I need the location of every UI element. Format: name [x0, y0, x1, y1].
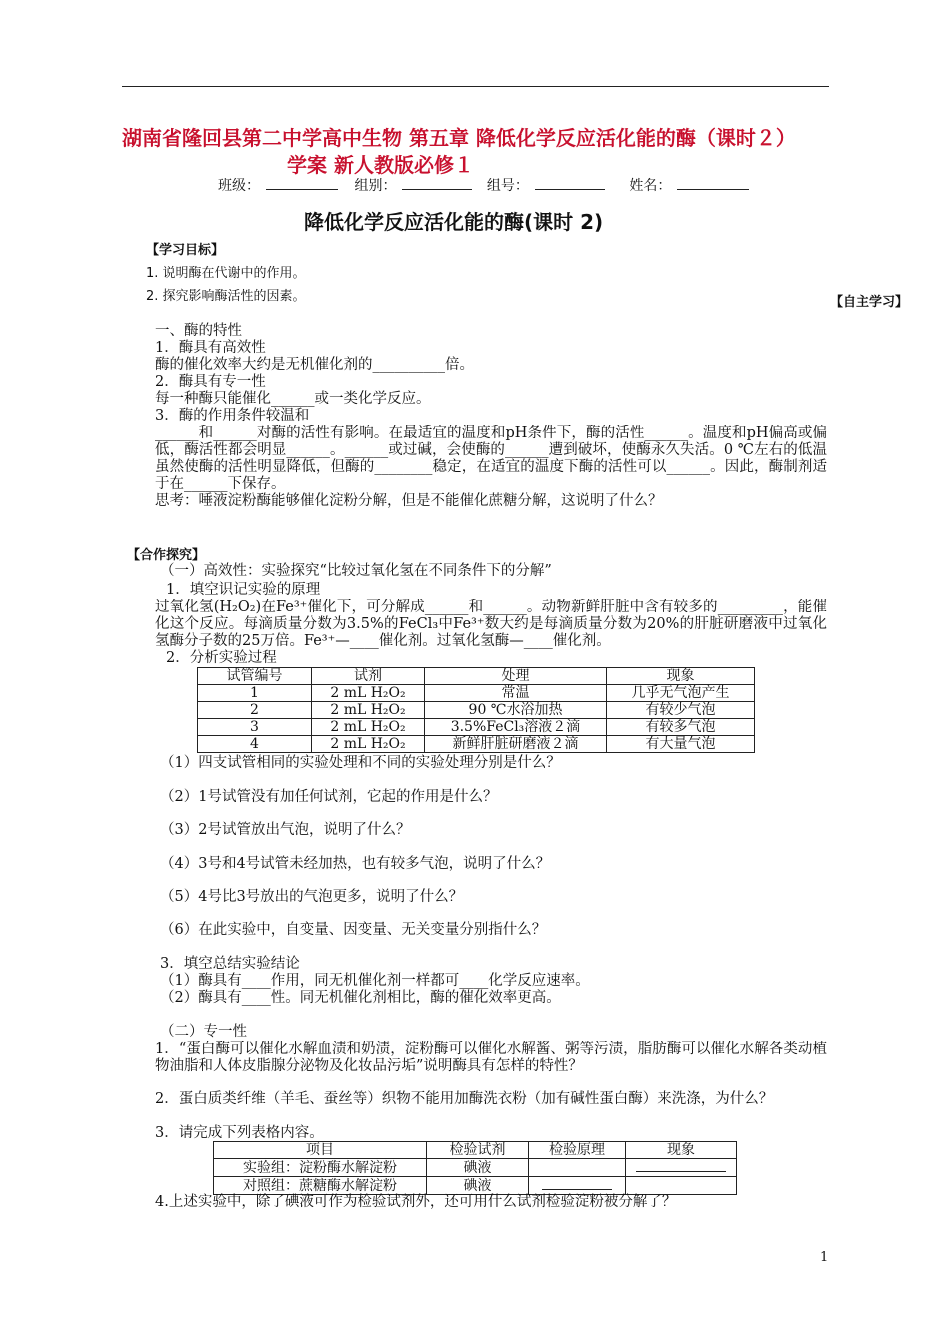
question-item: （1）四支试管相同的实验处理和不同的实验处理分别是什么？ — [160, 755, 561, 771]
group-label: 组别： — [354, 178, 397, 194]
table-cell: 碘液 — [427, 1177, 529, 1195]
top-rule — [122, 86, 829, 87]
table-header: 试剂 — [312, 668, 425, 685]
name-label: 姓名： — [629, 178, 672, 194]
table-header-row — [198, 668, 755, 685]
goal-item: 1. 说明酶在代谢中的作用。 — [146, 266, 306, 281]
table-header: 处理 — [425, 668, 607, 685]
table-header: 检验原理 — [529, 1142, 626, 1159]
group-blank — [402, 177, 472, 190]
doc-header-title-line1: 湖南省隆回县第二中学高中生物 第五章 降低化学反应活化能的酶（课时２） — [122, 126, 796, 150]
table-cell: 新鲜肝脏研磨液２滴 — [425, 736, 607, 753]
text-line: 1．酶具有高效性 — [155, 340, 266, 356]
number-blank — [535, 177, 605, 190]
class-label: 班级： — [218, 178, 260, 194]
table-cell: 碘液 — [427, 1159, 529, 1177]
coop-heading: 【合作探究】 — [127, 548, 206, 563]
table-cell: 4 — [198, 736, 312, 753]
answer-blank — [542, 1177, 612, 1190]
table-cell — [529, 1177, 626, 1195]
table-cell: 1 — [198, 685, 312, 702]
question-item: （5）4号比3号放出的气泡更多，说明了什么？ — [160, 889, 464, 905]
table-cell: 3 — [198, 719, 312, 736]
table-cell: 2 — [198, 702, 312, 719]
section-heading: 一、酶的特性 — [155, 323, 242, 339]
text-line: 酶的催化效率大约是无机催化剂的__________倍。 — [155, 357, 474, 373]
sub-heading: 3．填空总结实验结论 — [160, 956, 300, 972]
answer-blank — [636, 1159, 726, 1172]
number-label: 组号： — [486, 178, 529, 194]
table-cell: 3.5%FeCl₃溶液２滴 — [425, 719, 607, 736]
question-item: （3）2号试管放出气泡，说明了什么？ — [160, 822, 411, 838]
table-header: 项目 — [214, 1142, 427, 1159]
table-row — [198, 736, 755, 753]
table-row — [198, 685, 755, 702]
specificity-question-4: 4.上述实验中，除了碘液可作为检验试剂外，还可用什么试剂检验淀粉被分解了？ — [155, 1194, 677, 1210]
table-cell: 有较多气泡 — [607, 719, 755, 736]
table-row — [198, 719, 755, 736]
goals-heading: 【学习目标】 — [146, 243, 225, 258]
table-cell: 90 ℃水浴加热 — [425, 702, 607, 719]
specificity-question-2: 2．蛋白质类纤维（羊毛、蚕丝等）织物不能用加酶洗衣粉（加有碱性蛋白酶）来洗涤，为什么？ — [155, 1091, 774, 1107]
table-header: 现象 — [607, 668, 755, 685]
table-cell: 2 mL H₂O₂ — [312, 685, 425, 702]
enzyme-condition-paragraph: ______和______对酶的活性有影响。在最适宜的温度和pH条件下，酶的活性______。温度和pH偏高或偏低，酶活性都会明显______。______或过碱，会使酶的______遭到破坏，使酶永久失活。0 ℃左右的低温虽然使酶的活性明显降低，但酶的________稳定，在适宜的温度下酶的活性可以______。因此，酶制剂适于在______下保存。 — [155, 425, 827, 492]
text-line: 2．酶具有专一性 — [155, 374, 266, 390]
table-cell: 2 mL H₂O₂ — [312, 719, 425, 736]
page-number: 1 — [820, 1250, 829, 1265]
name-blank — [677, 177, 749, 190]
sub-heading: 2．分析实验过程 — [166, 650, 277, 666]
table-header: 现象 — [626, 1142, 737, 1159]
table-cell: 对照组：蔗糖酶水解淀粉 — [214, 1177, 427, 1195]
table-cell: 实验组：淀粉酶水解淀粉 — [214, 1159, 427, 1177]
table-header: 检验试剂 — [427, 1142, 529, 1159]
question-item: （2）1号试管没有加任何试剂，它起的作用是什么？ — [160, 789, 498, 805]
question-item: （6）在此实验中，自变量、因变量、无关变量分别指什么？ — [160, 922, 547, 938]
table-cell: 常温 — [425, 685, 607, 702]
student-info-row — [218, 175, 755, 195]
experiment-table — [197, 667, 755, 753]
specificity-table — [213, 1141, 737, 1195]
table-cell: 几乎无气泡产生 — [607, 685, 755, 702]
sec2-title: （二）专一性 — [160, 1024, 247, 1040]
text-line: 3．酶的作用条件较温和 — [155, 408, 310, 424]
table-row — [214, 1177, 737, 1195]
table-cell — [529, 1159, 626, 1177]
table-cell: 有大量气泡 — [607, 736, 755, 753]
table-cell — [626, 1177, 737, 1195]
table-cell: 有较少气泡 — [607, 702, 755, 719]
table-cell: 2 mL H₂O₂ — [312, 702, 425, 719]
conclusion-item: （2）酶具有____性。同无机催化剂相比，酶的催化效率更高。 — [160, 990, 561, 1006]
table-header-row — [214, 1142, 737, 1159]
table-cell: 2 mL H₂O₂ — [312, 736, 425, 753]
think-question: 思考：唾液淀粉酶能够催化淀粉分解，但是不能催化蔗糖分解，这说明了什么？ — [155, 493, 663, 509]
goal-item: 2. 探究影响酶活性的因素。 — [146, 289, 306, 304]
table-cell — [626, 1159, 737, 1177]
self-study-heading: 【自主学习】 — [830, 295, 909, 310]
table-row — [198, 702, 755, 719]
text-line: 每一种酶只能催化______或一类化学反应。 — [155, 391, 431, 407]
table-row — [214, 1159, 737, 1177]
doc-header-title-line2: 学案 新人教版必修１ — [287, 153, 474, 177]
question-item: （4）3号和4号试管未经加热，也有较多气泡，说明了什么？ — [160, 856, 551, 872]
conclusion-item: （1）酶具有____作用，同无机催化剂一样都可____化学反应速率。 — [160, 973, 590, 989]
class-blank — [266, 177, 338, 190]
specificity-question-1: 1．“蛋白酶可以催化水解血渍和奶渍，淀粉酶可以催化水解酱、粥等污渍，脂肪酶可以催化水解各类动植物油脂和人体皮脂腺分泌物及化妆品污垢”说明酶具有怎样的特性？ — [155, 1041, 827, 1074]
specificity-question-3: 3．请完成下列表格内容。 — [155, 1125, 324, 1141]
sec1-title: （一）高效性：实验探究“比较过氧化氢在不同条件下的分解” — [160, 563, 552, 579]
sub-heading: 1．填空识记实验的原理 — [166, 582, 321, 598]
doc-title: 降低化学反应活化能的酶(课时 2) — [304, 210, 604, 234]
table-header: 试管编号 — [198, 668, 312, 685]
principle-paragraph: 过氧化氢(H₂O₂)在Fe³⁺催化下，可分解成______和______。动物新鲜肝脏中含有较多的_________，能催化这个反应。每滴质量分数为3.5%的FeCl₃中Fe³⁺数大约是每滴质量分数为20%的肝脏研磨液中过氧化氢酶分子数的25万倍。Fe³⁺—____催化剂。过氧化氢酶—____催化剂。 — [155, 599, 827, 649]
